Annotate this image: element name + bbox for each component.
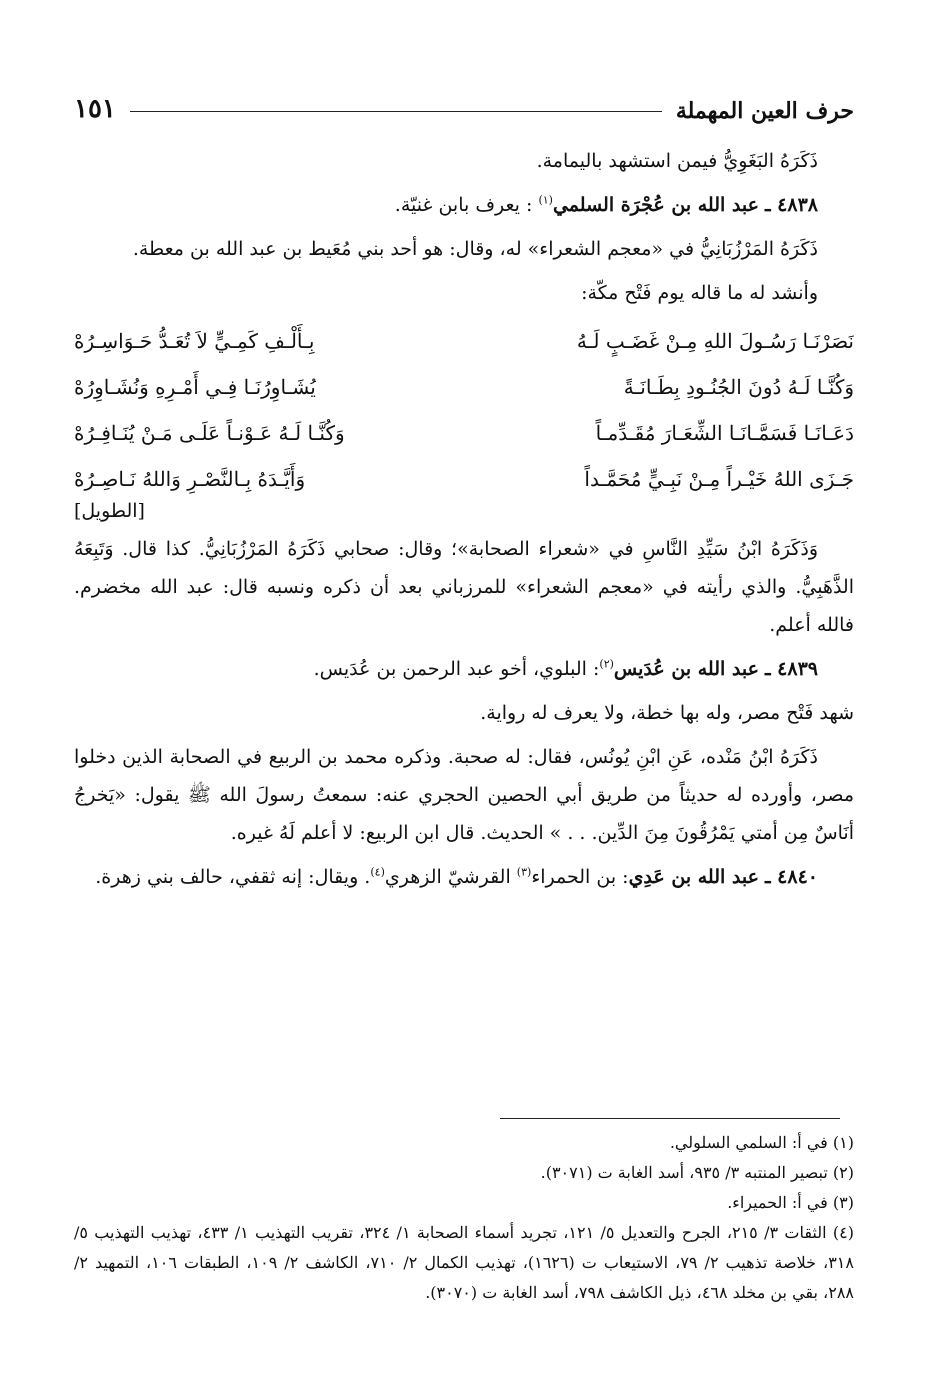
paragraph: وأنشد له ما قاله يوم فَتْح مكّة: [581, 282, 818, 304]
poem [74, 318, 854, 502]
entry-number: ٤٨٤٠ ـ [764, 866, 818, 888]
footnote-ref: (٢) [599, 657, 614, 671]
verse-second-half: وَأَيَّـدَهُ بِـالنَّصْـرِ وَاللهُ نَـاصِـرُهْ [74, 467, 306, 491]
paragraph: ذَكَرَهُ البَغَوِيُّ فيمن استشهد باليمامة. [536, 150, 818, 172]
paragraph: ذَكَرَهُ ابْنُ مَنْده، عَنِ ابْنِ يُونُس، فقال: له صحبة. وذكره محمد بن الربيع في الصحابة الذين دخلوا مصر، وأورده له حديثاً من طريق أبي الحصين الحجري عنه: سمعتُ رسولَ الله ﷺ يقول: «يَخرجُ أنَاسٌ مِن أمتي يَمْرُقُونَ مِنَ الدِّين. . . » الحديث. قال ابن الربيع: لا أعلم لَهُ غيره. [74, 746, 854, 844]
entry-text: : يعرف بابن غنيّة. [394, 194, 533, 216]
paragraph: وَذَكَرَهُ ابْنُ سَيِّدِ النَّاسِ في «شعراء الصحابة»؛ وقال: صحابي ذَكَرَهُ المَرْزُبَانِيُّ. كذا قال. وَتَبِعَهُ الذَّهَبِيُّ. والذي رأيته في «معجم الشعراء» للمرزباني بعد أن ذكره ونسبه قال: عبد الله مخضرم. فالله أعلم. [74, 538, 854, 636]
entry-4839 [74, 650, 854, 688]
verse-second-half: يُشَـاوِرُنَـا فِـي أَمْـرِهِ وَنُشَـاوِرُهْ [74, 375, 316, 399]
verse-second-half: بِـأَلْـفِ كَمِـيٍّ لاَ تُعَـدُّ حَـوَاسِـرُهْ [74, 329, 315, 353]
entry-text: : البلوي، أخو عبد الرحمن بن عُدَيس. [313, 658, 600, 680]
entry-number: ٤٨٣٨ ـ [764, 194, 818, 216]
footnote-ref: (٤) [370, 865, 385, 879]
paragraph: شهد فَتْح مصر، وله بها خطة، ولا يعرف له رواية. [480, 702, 854, 724]
entry-4838 [74, 186, 854, 224]
entry-name: عبد الله بن عُجْرَة السلمي [552, 194, 759, 216]
poem-meter: [الطويل] [74, 500, 145, 522]
page-number: ١٥١ [74, 94, 116, 124]
running-header [74, 84, 854, 124]
entry-4840 [74, 858, 854, 896]
poem-verse [74, 364, 854, 410]
entry-name: عبد الله بن عَدِي [628, 866, 759, 888]
footnote-separator [500, 1118, 840, 1119]
footnote: (٣) في أ: الحميراء. [727, 1193, 854, 1212]
footnote: (٢) تبصير المنتبه ٣/ ٩٣٥، أسد الغابة ت (٣٠٧١). [540, 1163, 854, 1182]
footnote-ref: (١) [538, 193, 553, 207]
poem-verse [74, 410, 854, 456]
entry-number: ٤٨٣٩ ـ [764, 658, 818, 680]
chapter-title: حرف العين المهملة [675, 98, 854, 124]
verse-first-half: وَكُنَّـا لَـهُ دُونَ الجُنُـودِ بِطَـانَـةً [623, 375, 854, 399]
entry-text: القرشيّ الزهري [384, 866, 517, 888]
poem-verse [74, 318, 854, 364]
footnote-ref: (٣) [516, 865, 532, 879]
entry-text: . ويقال: إنه ثقفي، حالف بني زهرة. [95, 866, 371, 888]
entry-name: عبد الله بن عُدَيس [613, 658, 759, 680]
entry-text: : بن الحمراء [531, 866, 629, 888]
verse-second-half: وَكُنَّـا لَـهُ عَـوْنـاً عَلَـى مَـنْ يُنَـافِـرُهْ [74, 421, 345, 445]
footnotes [74, 1128, 854, 1308]
paragraph: ذَكَرَهُ المَرْزُبَانِيُّ في «معجم الشعراء» له، وقال: هو أحد بني مُعَيط بن عبد الله بن معطة. [132, 238, 818, 260]
footnote: (١) في أ: السلمي السلولي. [669, 1133, 854, 1152]
verse-first-half: نَصَرْنَـا رَسُـولَ اللهِ مِـنْ غَضَـبٍ لَـهُ [576, 329, 854, 353]
footnote: (٤) الثقات ٣/ ٢١٥، الجرح والتعديل ٥/ ١٢١، تجريد أسماء الصحابة ١/ ٣٢٤، تقريب التهذيب ١/ ٤٣٣، تهذيب التهذيب ٥/ ٣١٨، خلاصة تذهيب ٢/ ٧٩، الاستيعاب ت (١٦٢٦)، تهذيب الكمال ٢/ ٧١٠، الكاشف ٢/ ١٠٩، الطبقات ١٠٦، التمهيد ٢/ ٢٨٨، بقي بن مخلد ٤٦٨، ذيل الكاشف ٧٩٨، أسد الغابة ت (٣٠٧٠). [74, 1223, 854, 1302]
main-text [74, 142, 854, 902]
verse-first-half: دَعَـانَـا فَسَمَّـانَـا الشِّعَـارَ مُقَـدِّمـاً [595, 421, 854, 445]
header-rule [130, 111, 662, 112]
verse-first-half: جَـزَى اللهُ خَيْـراً مِـنْ نَبِـيٍّ مُحَمَّـداً [584, 467, 854, 491]
